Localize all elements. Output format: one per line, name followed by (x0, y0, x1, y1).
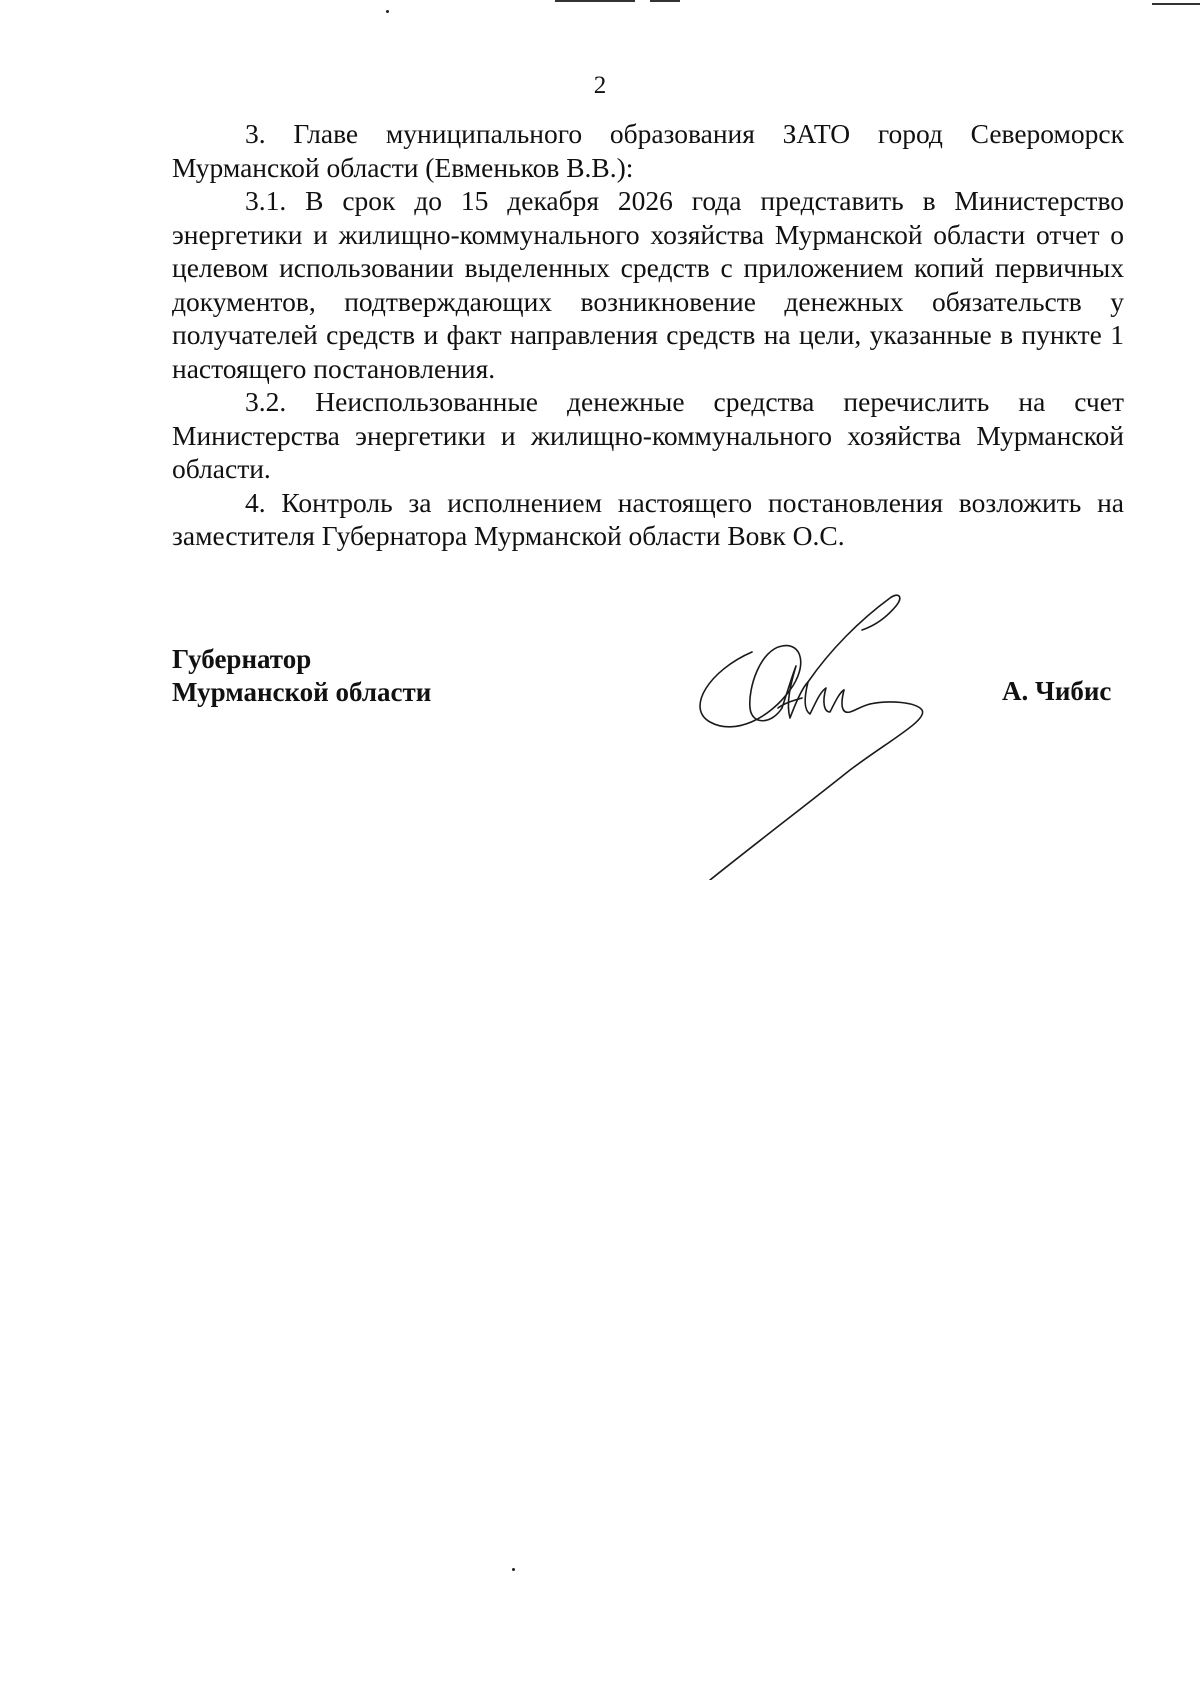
paragraph-3: 3. Главе муниципального образования ЗАТО город Североморск Мурманской области (Евменьков В.В.): (172, 118, 1124, 183)
signer-position-line2: Мурманской области (172, 677, 432, 707)
document-body (172, 117, 1124, 553)
signature-position (172, 643, 431, 709)
signer-position-line1: Губернатор (172, 644, 312, 674)
handwritten-signature (690, 590, 950, 880)
paragraph-3-1: 3.1. В срок до 15 декабря 2026 года представить в Министерство энергетики и жилищно-коммунального хозяйства Мурманской области отчет о целевом использовании выделенных средств с приложением копий первичных документов, подтверждающих возникновение денежных обязательств у получателей средств и факт направления средств на цели, указанные в пункте 1 настоящего постановления. (172, 185, 1124, 384)
signer-name: А. Чибис (1002, 676, 1112, 706)
paragraph-4: 4. Контроль за исполнением настоящего постановления возложить на заместителя Губернатора Мурманской области Вовк О.С. (172, 486, 1124, 551)
paragraph-3-2: 3.2. Неиспользованные денежные средства перечислить на счет Министерства энергетики и жилищно-коммунального хозяйства Мурманской области. (172, 386, 1124, 484)
scan-artifact-line (1152, 3, 1200, 5)
scan-artifact-line (555, 0, 635, 2)
scan-artifact-line (650, 0, 680, 2)
scan-artifact-dot (512, 1568, 515, 1571)
page-number: 2 (593, 72, 607, 99)
scan-artifact-dot (386, 10, 389, 13)
